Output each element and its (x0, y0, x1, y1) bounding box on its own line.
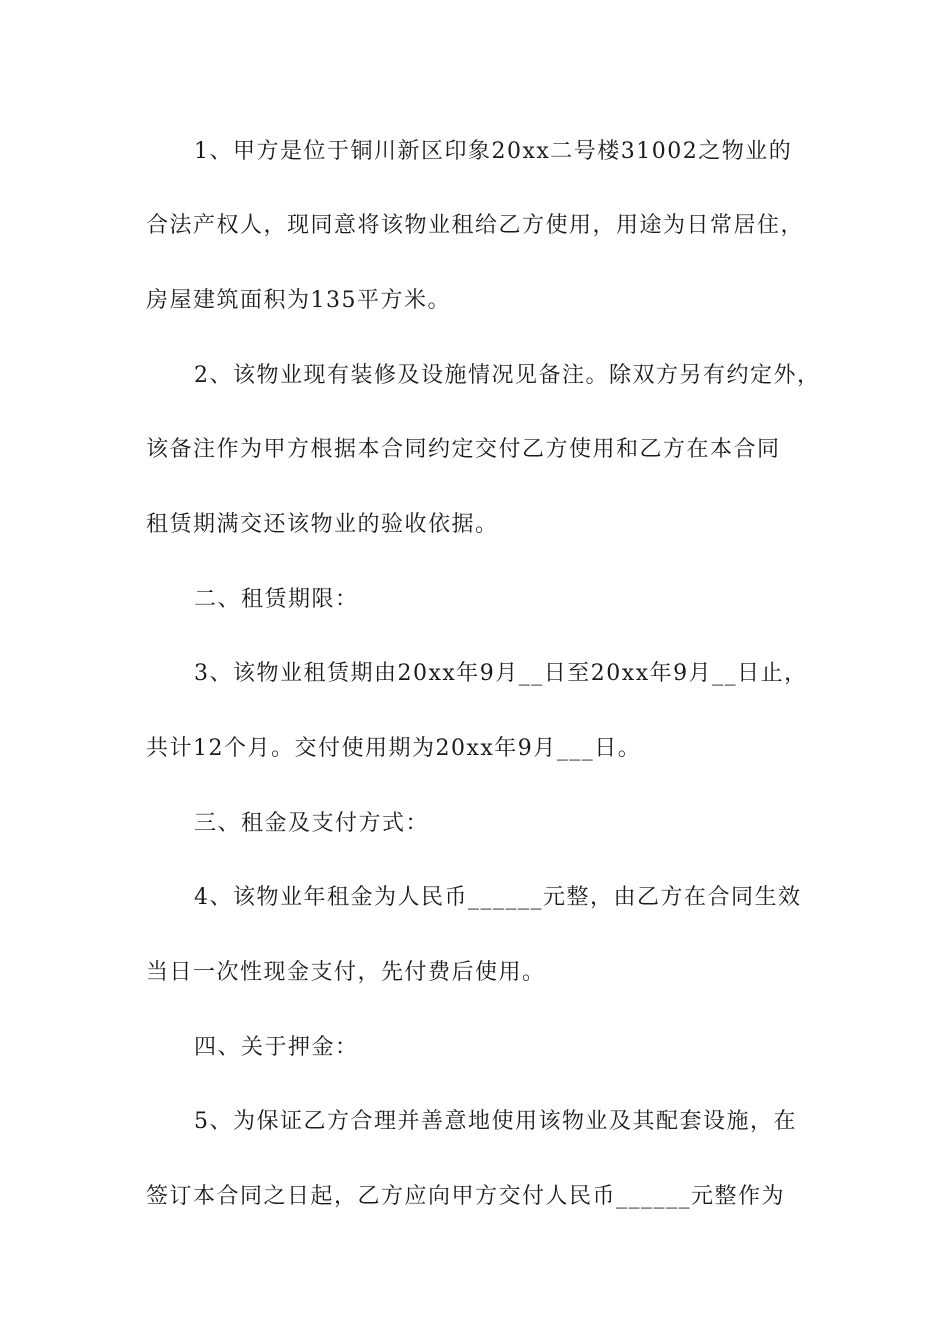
clause-1-line-2: 合法产权人，现同意将该物业租给乙方使用，用途为日常居住， (146, 213, 805, 238)
clause-3-line-2: 共计12个月。交付使用期为20xx年9月___日。 (146, 736, 642, 761)
clause-2-line-3: 租赁期满交还该物业的验收依据。 (146, 512, 499, 537)
clause-2-line-2: 该备注作为甲方根据本合同约定交付乙方使用和乙方在本合同 (146, 437, 781, 462)
section-heading-lease-term: 二、租赁期限： (194, 587, 359, 612)
clause-1-line-1: 1、甲方是位于铜川新区印象20xx二号楼31002之物业的 (194, 139, 793, 164)
clause-5-line-1: 5、为保证乙方合理并善意地使用该物业及其配套设施，在 (194, 1109, 797, 1134)
clause-4-line-2: 当日一次性现金支付，先付费后使用。 (146, 960, 546, 985)
clause-5-line-2: 签订本合同之日起，乙方应向甲方交付人民币______元整作为 (146, 1184, 786, 1209)
section-heading-deposit: 四、关于押金： (194, 1035, 359, 1060)
section-heading-rent-payment: 三、租金及支付方式： (194, 811, 430, 836)
clause-2-line-1: 2、该物业现有装修及设施情况见备注。除双方另有约定外， (194, 363, 821, 388)
clause-3-line-1: 3、该物业租赁期由20xx年9月__日至20xx年9月__日止， (194, 661, 808, 686)
clause-4-line-1: 4、该物业年租金为人民币______元整，由乙方在合同生效 (194, 885, 802, 910)
clause-1-line-3: 房屋建筑面积为135平方米。 (146, 288, 451, 313)
